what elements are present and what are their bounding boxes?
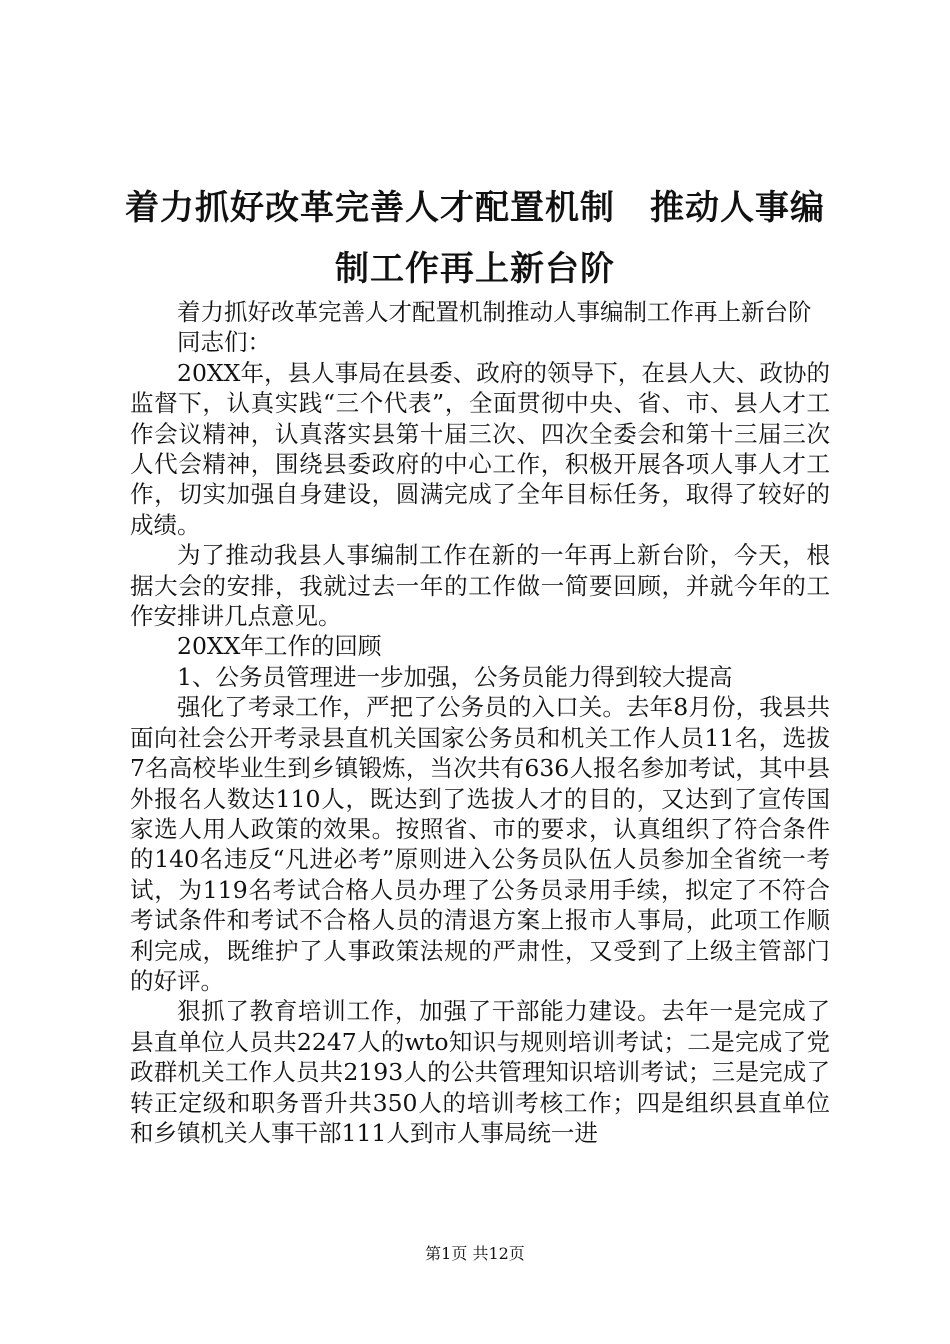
page-footer: 第1页 共12页 [425,1244,525,1263]
subsection-heading: 1、公务员管理进一步加强，公务员能力得到较大提高 [177,662,733,691]
section-heading: 20XX年工作的回顾 [177,632,382,661]
document-body [130,297,830,1148]
paragraph-training: 狠抓了教育培训工作，加强了干部能力建设。去年一是完成了县直单位人员共2247人的wto知识与规则培训考试；二是完成了党政群机关工作人员共2193人的公共管理知识培训考试；三是完成了转正定级和职务晋升共350人的培训考核工作；四是组织县直单位和乡镇机关人事干部111人到市人事局统一进 [130,997,830,1147]
paragraph-salutation: 同志们： [177,328,271,357]
document-title-line-1: 着力抓好改革完善人才配置机制 推动人事编 [125,188,825,228]
document-title-line-2: 制工作再上新台阶 [335,249,615,289]
paragraph-purpose: 为了推动我县人事编制工作在新的一年再上新台阶，今天，根据大会的安排，我就过去一年的工作做一简要回顾，并就今年的工作安排讲几点意见。 [130,541,830,631]
paragraph-recruitment: 强化了考录工作，严把了公务员的入口关。去年8月份，我县共面向社会公开考录县直机关国家公务员和机关工作人员11名，选拔7名高校毕业生到乡镇锻炼，当次共有636人报名参加考试，其中县外报名人数达110人，既达到了选拔人才的目的，又达到了宣传国家选人用人政策的效果。按照省、市的要求，认真组织了符合条件的140名违反“凡进必考”原则进入公务员队伍人员参加全省统一考试，为119名考试合格人员办理了公务员录用手续，拟定了不符合考试条件和考试不合格人员的清退方案上报市人事局，此项工作顺利完成，既维护了人事政策法规的严肃性，又受到了上级主管部门的好评。 [130,693,830,995]
paragraph-subtitle: 着力抓好改革完善人才配置机制推动人事编制工作再上新台阶 [177,298,812,326]
paragraph-intro: 20XX年，县人事局在县委、政府的领导下，在县人大、政协的监督下，认真实践“三个代表”，全面贯彻中央、省、市、县人才工作会议精神，认真落实县第十届三次、四次全委会和第十三届三次人代会精神，围绕县委政府的中心工作，积极开展各项人事人才工作，切实加强自身建设，圆满完成了全年目标任务，取得了较好的成绩。 [130,358,830,539]
